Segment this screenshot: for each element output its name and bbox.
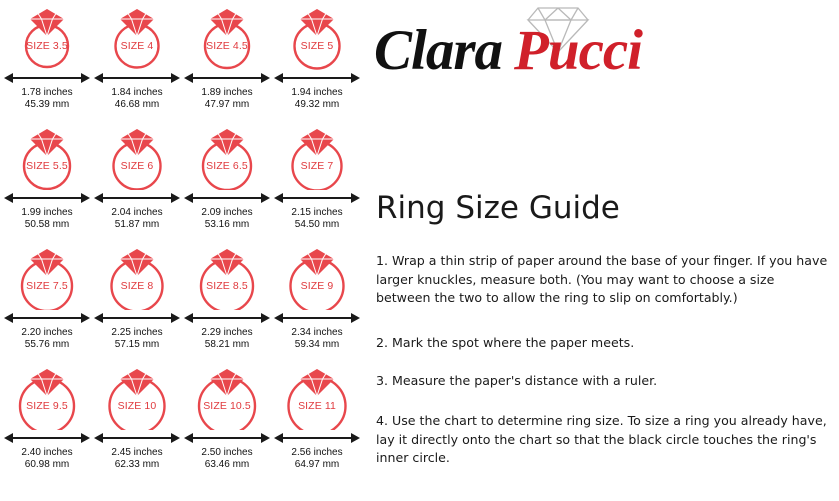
ring-illustration xyxy=(92,246,182,310)
measurement-values xyxy=(21,327,72,351)
ring-illustration xyxy=(2,366,92,430)
ring-illustration xyxy=(182,366,272,430)
measurement-values xyxy=(111,447,162,471)
ring-size-label: SIZE 7.5 xyxy=(26,280,68,292)
mm-value: 57.15 mm xyxy=(114,339,160,350)
ring-illustration xyxy=(182,126,272,190)
measurement-values xyxy=(291,87,342,111)
ring-size-label: SIZE 8 xyxy=(120,280,154,292)
measurement-values xyxy=(201,207,252,231)
ring-illustration xyxy=(2,126,92,190)
ring-size-cell xyxy=(272,4,362,124)
ring-size-label: SIZE 5.5 xyxy=(26,160,68,172)
mm-value: 46.68 mm xyxy=(114,99,160,110)
measurement-arrow xyxy=(94,311,180,325)
mm-value: 60.98 mm xyxy=(24,459,70,470)
inches-value: 1.99 inches xyxy=(21,207,73,218)
inches-value: 2.15 inches xyxy=(291,207,343,218)
measurement-values xyxy=(201,447,252,471)
mm-value: 50.58 mm xyxy=(24,219,70,230)
ring-size-cell xyxy=(92,124,182,244)
chart-row xyxy=(2,4,360,124)
inches-value: 1.78 inches xyxy=(21,87,73,98)
mm-value: 63.46 mm xyxy=(204,459,250,470)
ring-size-cell xyxy=(182,4,272,124)
ring-size-cell xyxy=(182,124,272,244)
measurement-arrow xyxy=(184,71,270,85)
mm-value: 59.34 mm xyxy=(294,339,340,350)
guide-panel xyxy=(368,0,839,501)
ring-size-cell xyxy=(182,364,272,484)
ring-illustration xyxy=(2,6,92,70)
ring-size-label: SIZE 6 xyxy=(120,160,154,172)
ring-illustration xyxy=(92,126,182,190)
measurement-arrow xyxy=(184,311,270,325)
measurement-arrow xyxy=(274,431,360,445)
guide-step-4: 4. Use the chart to determine ring size. To size a ring you already have, lay it directly onto the chart so that the black circle touches the ring's inner circle. xyxy=(376,413,827,465)
chart-row xyxy=(2,244,360,364)
ring-illustration xyxy=(272,366,362,430)
measurement-arrow xyxy=(4,191,90,205)
mm-value: 58.21 mm xyxy=(204,339,250,350)
brand-second-word: Pucci xyxy=(514,19,643,82)
ring-size-cell xyxy=(92,364,182,484)
measurement-values xyxy=(111,87,162,111)
inches-value: 1.94 inches xyxy=(291,87,343,98)
inches-value: 2.56 inches xyxy=(291,447,343,458)
measurement-arrow xyxy=(94,431,180,445)
ring-size-label: SIZE 10 xyxy=(117,400,157,412)
ring-size-label: SIZE 9.5 xyxy=(26,400,68,412)
ring-size-cell xyxy=(2,124,92,244)
mm-value: 62.33 mm xyxy=(114,459,160,470)
chart-row xyxy=(2,124,360,244)
brand-first-word: Clara xyxy=(374,19,503,82)
ring-size-cell xyxy=(272,244,362,364)
measurement-arrow xyxy=(4,71,90,85)
inches-value: 2.25 inches xyxy=(111,327,163,338)
ring-size-label: SIZE 8.5 xyxy=(206,280,248,292)
measurement-arrow xyxy=(4,431,90,445)
mm-value: 54.50 mm xyxy=(294,219,340,230)
ring-size-cell xyxy=(272,364,362,484)
inches-value: 2.50 inches xyxy=(201,447,253,458)
guide-step-1: 1. Wrap a thin strip of paper around the base of your finger. If you have larger knuckles, measure both. (You may want to choose a size between the two to allow the ring to slip on comfortably.) xyxy=(376,253,828,305)
brand-logo xyxy=(368,0,839,110)
ring-size-label: SIZE 11 xyxy=(298,400,336,412)
ring-size-label: SIZE 9 xyxy=(300,280,334,292)
ring-illustration xyxy=(92,6,182,70)
inches-value: 2.20 inches xyxy=(21,327,73,338)
measurement-arrow xyxy=(4,311,90,325)
ring-illustration xyxy=(272,246,362,310)
inches-value: 2.04 inches xyxy=(111,207,163,218)
measurement-arrow xyxy=(274,71,360,85)
measurement-values xyxy=(291,207,342,231)
ring-size-cell xyxy=(92,244,182,364)
ring-illustration xyxy=(182,6,272,70)
ring-size-label: SIZE 6.5 xyxy=(206,160,248,172)
mm-value: 53.16 mm xyxy=(204,219,250,230)
page-title: Ring Size Guide xyxy=(376,190,620,226)
ring-illustration xyxy=(272,126,362,190)
measurement-values xyxy=(21,207,72,231)
ring-size-label: SIZE 10.5 xyxy=(203,400,251,412)
measurement-values xyxy=(291,327,342,351)
measurement-arrow xyxy=(184,431,270,445)
mm-value: 64.97 mm xyxy=(294,459,340,470)
guide-step-2: 2. Mark the spot where the paper meets. xyxy=(376,335,635,350)
brand-wordmark xyxy=(374,18,834,83)
measurement-arrow xyxy=(274,191,360,205)
measurement-arrow xyxy=(94,191,180,205)
ring-size-label: SIZE 5 xyxy=(300,40,334,52)
inches-value: 2.34 inches xyxy=(291,327,343,338)
ring-size-label: SIZE 4.5 xyxy=(206,40,248,52)
mm-value: 45.39 mm xyxy=(24,99,70,110)
inches-value: 2.40 inches xyxy=(21,447,73,458)
ring-size-cell xyxy=(272,124,362,244)
inches-value: 1.84 inches xyxy=(111,87,163,98)
chart-row xyxy=(2,364,360,484)
mm-value: 49.32 mm xyxy=(294,99,340,110)
ring-illustration xyxy=(182,246,272,310)
ring-illustration xyxy=(2,246,92,310)
mm-value: 51.87 mm xyxy=(114,219,160,230)
ring-size-chart xyxy=(0,0,362,501)
measurement-values xyxy=(21,447,72,471)
ring-size-cell xyxy=(2,4,92,124)
ring-size-label: SIZE 3.5 xyxy=(26,40,68,52)
measurement-values xyxy=(111,327,162,351)
inches-value: 2.29 inches xyxy=(201,327,253,338)
measurement-arrow xyxy=(94,71,180,85)
ring-size-label: SIZE 4 xyxy=(120,40,154,52)
measurement-arrow xyxy=(274,311,360,325)
measurement-arrow xyxy=(184,191,270,205)
measurement-values xyxy=(201,87,252,111)
mm-value: 47.97 mm xyxy=(204,99,250,110)
ring-illustration xyxy=(272,6,362,70)
inches-value: 2.45 inches xyxy=(111,447,163,458)
mm-value: 55.76 mm xyxy=(24,339,70,350)
ring-size-cell xyxy=(182,244,272,364)
inches-value: 2.09 inches xyxy=(201,207,253,218)
ring-size-cell xyxy=(2,364,92,484)
measurement-values xyxy=(21,87,72,111)
ring-size-cell xyxy=(2,244,92,364)
ring-size-cell xyxy=(92,4,182,124)
inches-value: 1.89 inches xyxy=(201,87,253,98)
measurement-values xyxy=(291,447,342,471)
guide-step-3: 3. Measure the paper's distance with a ruler. xyxy=(376,373,658,388)
measurement-values xyxy=(111,207,162,231)
ring-illustration xyxy=(92,366,182,430)
measurement-values xyxy=(201,327,252,351)
ring-size-label: SIZE 7 xyxy=(300,160,334,172)
